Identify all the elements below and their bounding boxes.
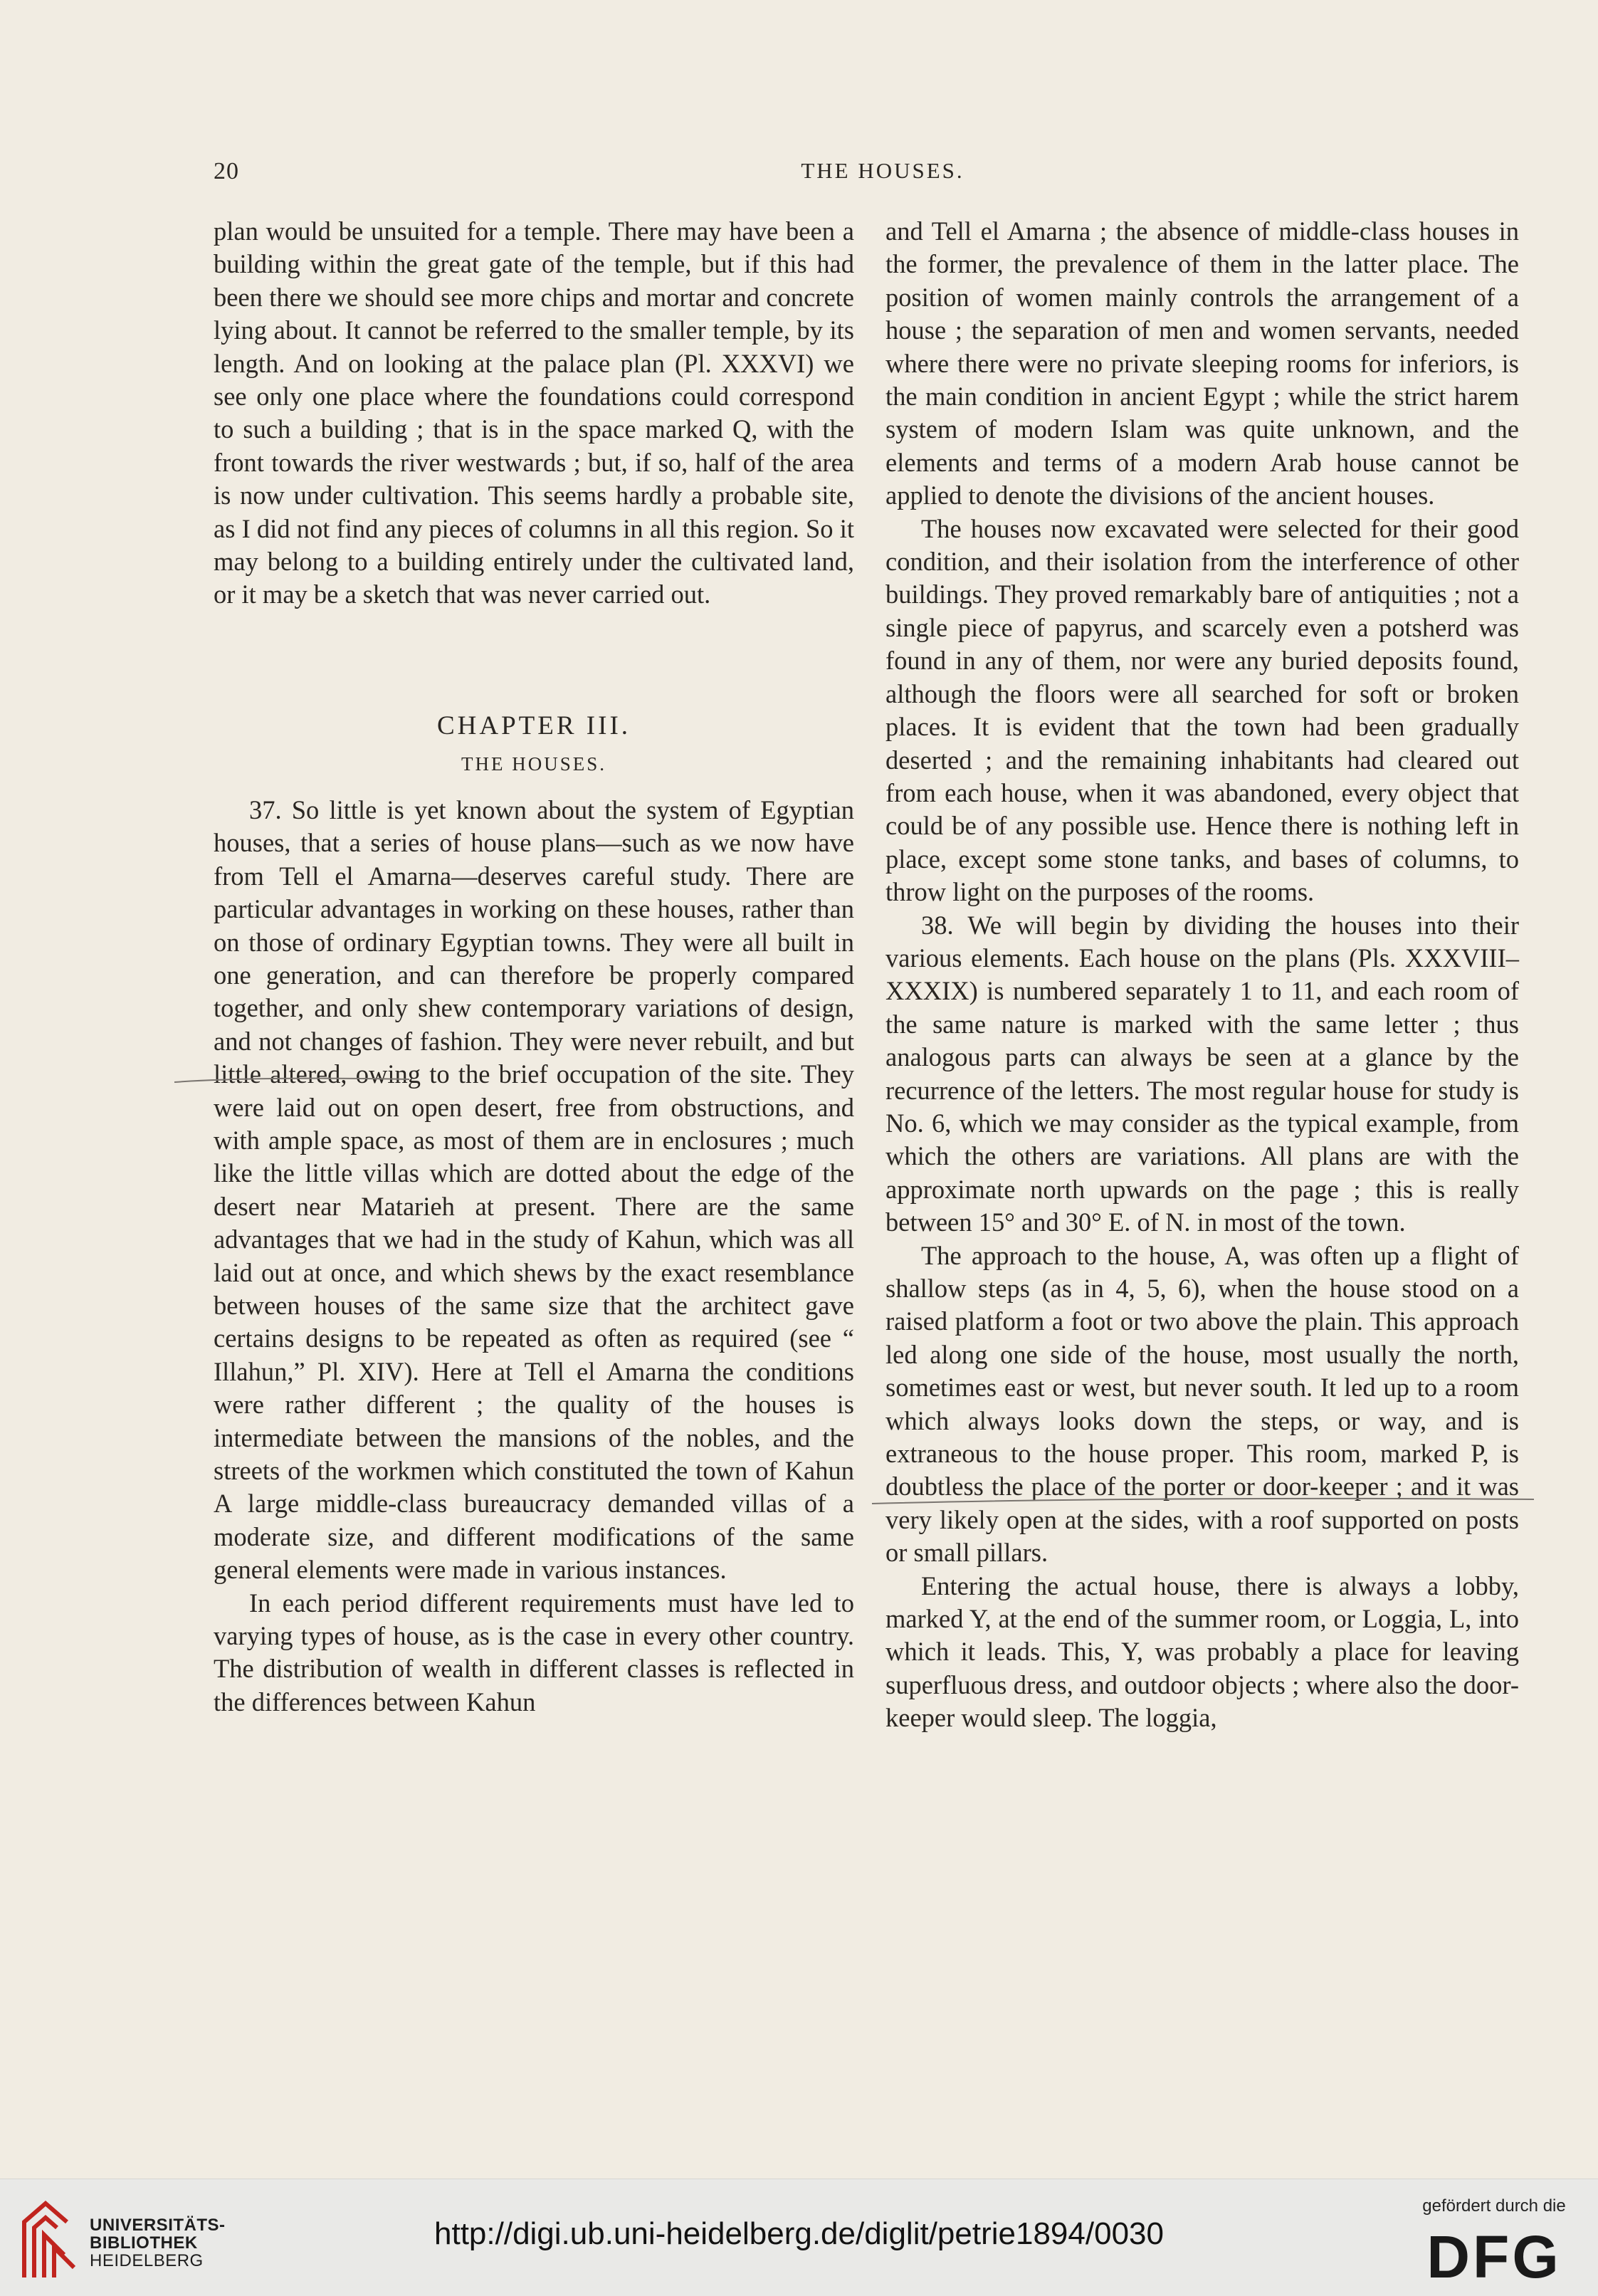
- pencil-underline-mark: [868, 1488, 1537, 1509]
- chapter-heading: CHAPTER III.: [436, 711, 631, 740]
- digitization-footer: [0, 2179, 1598, 2296]
- chapter-spacer: [214, 612, 854, 710]
- sponsor-text: gefördert durch die: [1422, 2196, 1566, 2216]
- running-head: [214, 158, 1552, 194]
- left-column: [214, 215, 854, 1719]
- paragraph: The approach to the house, A, was often up a flight of shallow steps (as in 4, 5, 6), when the house stood on a raised platform a foot or two above the plain. This approach led along one side of the house, most usually the north, sometimes east or west, but never south. It led up to a room which always looks down the steps, or way, and is extraneous to the house proper. This room, marked P, is doubtless the place of the porter or door-keeper ; and it was very likely open at the sides, with a roof supported on posts or small pillars.: [885, 1240, 1519, 1568]
- paragraph: The houses now excavated were selected for their good condition, and their isolation from the interference of other buildings. They proved remarkably bare of antiquities ; not a single piece of papyrus, and scarcely even a potsherd was found in any of them, nor were any buried deposits found, although the floors were all searched for soft or broken places. It is evident that the town had been gradually deserted ; and the remaining inhabitants had cleared out from each house, when it was abandoned, every object that could be of any possible use. Hence there is nothing left in place, except some stone tanks, and bases of columns, to throw light on the purposes of the rooms.: [885, 513, 1519, 907]
- library-name-line: BIBLIOTHEK: [90, 2233, 198, 2253]
- sponsor-block: [1416, 2196, 1572, 2285]
- library-name-line: HEIDELBERG: [90, 2251, 204, 2270]
- chapter-subheading: THE HOUSES.: [461, 753, 606, 775]
- pencil-underline-mark: [171, 1061, 413, 1089]
- paragraph: Entering the actual house, there is always a lobby, marked Y, at the end of the summer room, or Loggia, L, into which it leads. This, Y, was probably a place for leaving superfluous dress, and outdoor objects ; where also the door-keeper would sleep. The loggia,: [885, 1571, 1519, 1733]
- svg-text:DFG: DFG: [1426, 2228, 1562, 2285]
- permalink-url[interactable]: http://digi.ub.uni-heidelberg.de/diglit/petrie1894/0030: [434, 2216, 1164, 2251]
- paragraph: plan would be unsuited for a temple. There may have been a building within the great gate of the temple, but if this had been there we should see more chips and mortar and concrete lying about. It cannot be referred to the smaller temple, by its length. And on looking at the palace plan (Pl. XXXVI) we see only one place where the foundations could correspond to such a building ; that is in the space marked Q, with the front towards the river westwards ; but, if so, half of the area is now under cultivation. This seems hardly a probable site, as I did not find any pieces of columns in all this region. So it may belong to a building entirely under the cultivated land, or it may be a sketch that was never carried out.: [214, 216, 854, 609]
- page-number: 20: [214, 158, 239, 184]
- dfg-logo-icon: [1423, 2228, 1565, 2285]
- paragraph: 37. So little is yet known about the system of Egyptian houses, that a series of house plans—such as we now have from Tell el Amarna—deserves careful study. There are particular advantages in working on these houses, rather than on those of ordinary Egyptian towns. They were all built in one generation, and can therefore be properly compared together, and only shew contemporary variations of design, and not changes of fashion. They were never rebuilt, and but little altered, owing to the brief occupation of the site. They were laid out on open desert, free from obstructions, and with ample space, as most of them are in enclosures ; much like the little villas which are dotted about the edge of the desert near Matarieh at present. There are the same advantages that we had in the study of Kahun, which was all laid out at once, and which shews by the exact resemblance between houses of the same size that the architect gave certains designs to be repeated as often as required (see “ Illahun,” Pl. XIV). Here at Tell el Amarna the conditions were rather different ; the quality of the houses is intermediate between the mansions of the nobles, and the streets of the workmen which constituted the town of Kahun A large middle-class bureaucracy demanded villas of a moderate size, and different modifications of the same general elements were made in various instances.: [214, 795, 854, 1585]
- paragraph: In each period different requirements must have led to varying types of house, as is the case in every other country. The distribution of wealth in different classes is reflected in the differences between Kahun: [214, 1588, 854, 1716]
- paragraph: 38. We will begin by dividing the houses into their various elements. Each house on the plans (Pls. XXXVIII–XXXIX) is numbered separately 1 to 11, and each room of the same nature is marked with the same letter ; thus analogous parts can always be seen at a glance by the recurrence of the letters. The most regular house for study is No. 6, which we may consider as the typical example, from which the others are variations. All plans are with the approximate north upwards on the page ; this is really between 15° and 30° E. of N. in most of the town.: [885, 910, 1519, 1237]
- library-name-line: UNIVERSITÄTS-: [90, 2216, 226, 2235]
- paragraph: and Tell el Amarna ; the absence of middle-class houses in the former, the prevalence of them in the latter place. The position of women mainly controls the arrangement of a house ; the separation of men and women servants, needed where there were no private sleeping rooms for inferiors, is the main condition in ancient Egypt ; while the strict harem system of modern Islam was quite unknown, and the elements and terms of a modern Arab house cannot be applied to denote the divisions of the ancient houses.: [885, 216, 1519, 510]
- running-title: THE HOUSES.: [801, 158, 964, 183]
